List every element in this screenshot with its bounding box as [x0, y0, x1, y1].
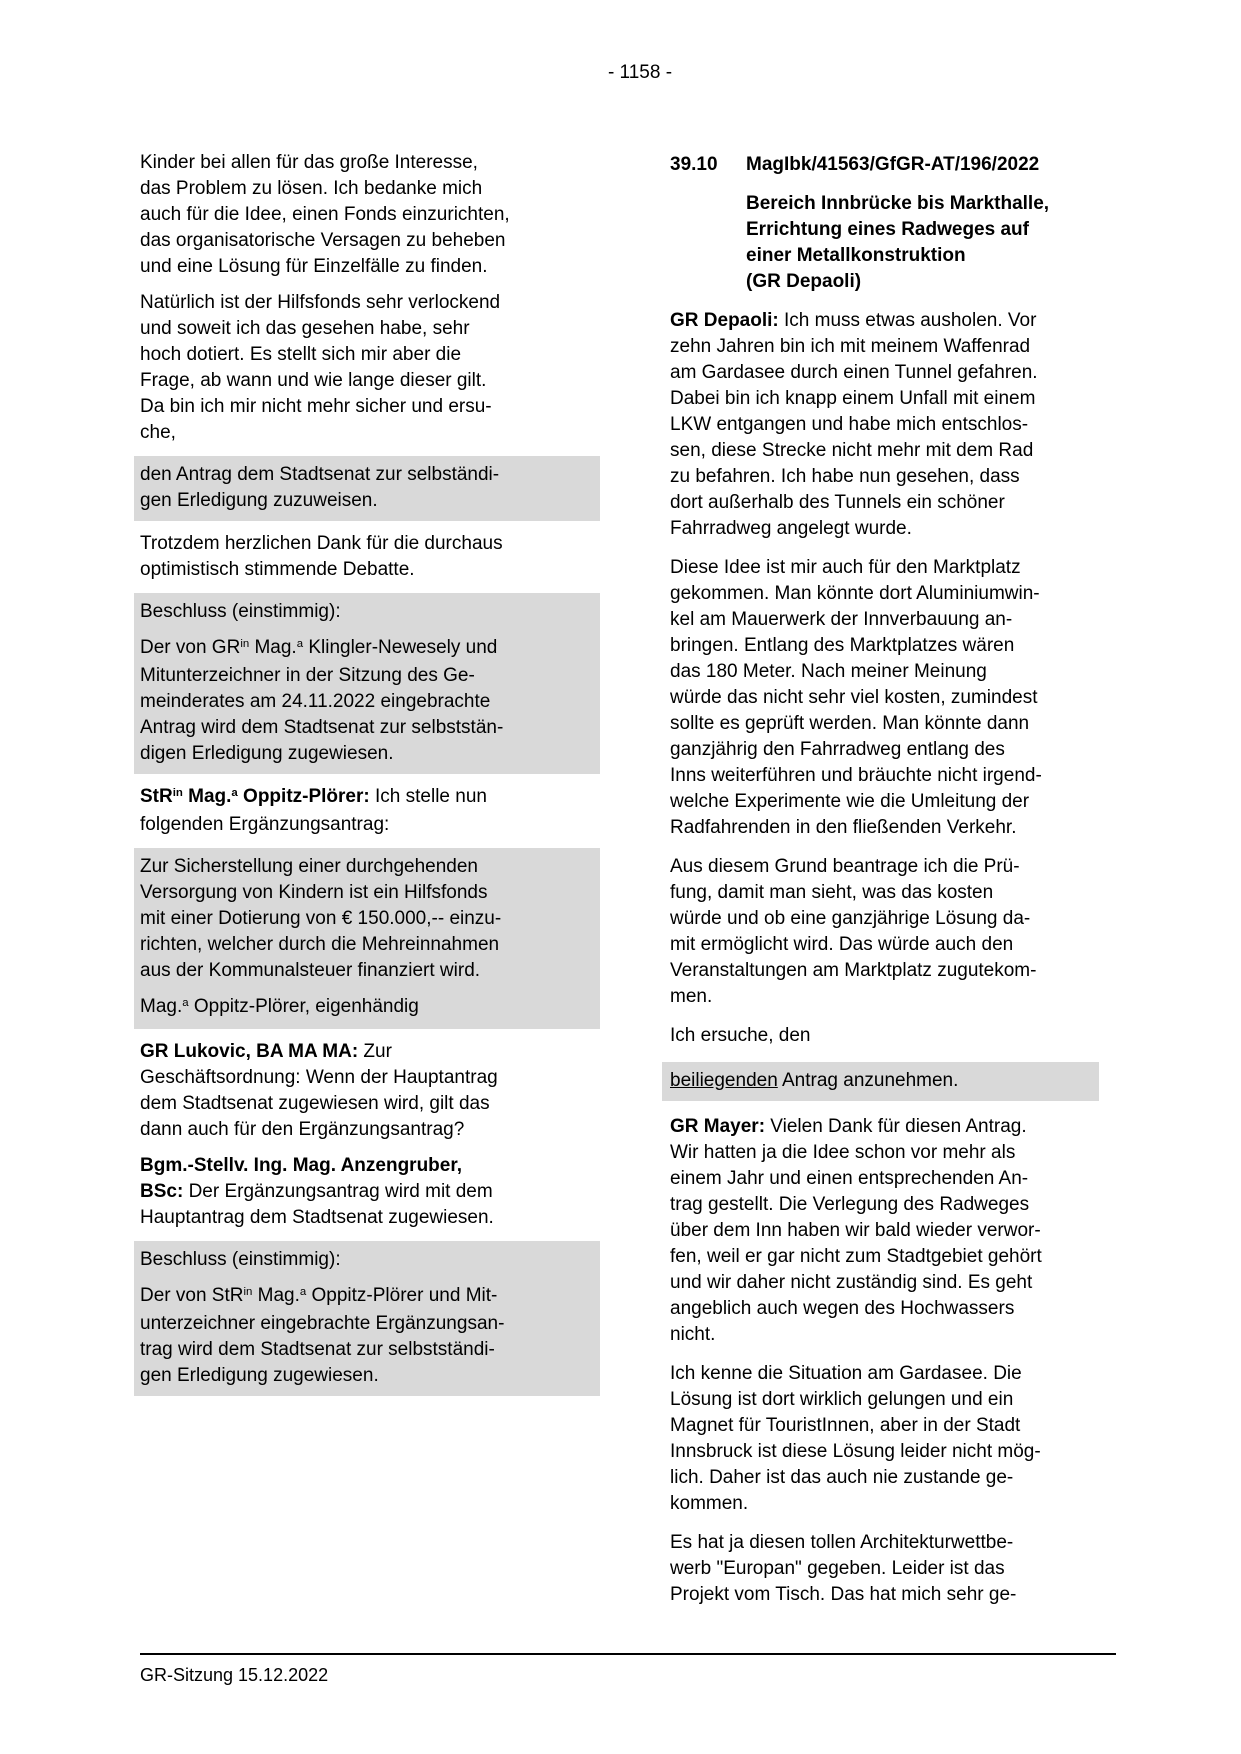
text-segment: Zur Sicherstellung einer durchgehenden	[140, 856, 478, 877]
bold-text: GR Mayer:	[670, 1116, 766, 1137]
text-segment: Fahrradweg angelegt wurde.	[670, 518, 912, 539]
underlined-text: beiliegenden	[670, 1070, 778, 1091]
paragraph	[140, 1283, 592, 1389]
text-segment: mit ermöglicht wird. Das würde auch den	[670, 934, 1014, 955]
text-segment: und soweit ich das gesehen habe, sehr	[140, 318, 470, 339]
right-column	[670, 152, 1116, 1621]
text-segment: trag wird dem Stadtsenat zur selbstständi-	[140, 1339, 495, 1360]
paragraph	[140, 1039, 600, 1143]
text-segment: Veranstaltungen am Marktplatz zugutekom-	[670, 960, 1037, 981]
text-segment: würde das nicht sehr viel kosten, zumindest	[670, 687, 1038, 708]
bold-text: GR Depaoli:	[670, 310, 779, 331]
text-segment: dort außerhalb des Tunnels ein schöner	[670, 492, 1005, 513]
superscript-text: in	[240, 638, 250, 651]
text-segment: Dabei bin ich knapp einem Unfall mit einem	[670, 388, 1036, 409]
text-segment: Versorgung von Kindern ist ein Hilfsfonds	[140, 882, 488, 903]
text-segment: Klingler-Newesely und	[303, 637, 498, 658]
page-number: - 1158 -	[607, 62, 673, 83]
text-segment: lich. Daher ist das auch nie zustande ge-	[670, 1467, 1014, 1488]
text-segment: unterzeichner eingebrachte Ergänzungsan-	[140, 1313, 505, 1334]
text-segment: Zur	[358, 1041, 392, 1062]
text-segment: fen, weil er gar nicht zum Stadtgebiet gehört	[670, 1246, 1042, 1267]
text-segment: Natürlich ist der Hilfsfonds sehr verlockend	[140, 292, 501, 313]
paragraph-block	[670, 1023, 1116, 1049]
paragraph	[140, 150, 600, 280]
text-segment: kommen.	[670, 1493, 749, 1514]
paragraph	[140, 531, 600, 583]
text-segment: dann auch für den Ergänzungsantrag?	[140, 1119, 465, 1140]
bold-text: Bgm.-Stellv. Ing. Mag. Anzengruber,	[140, 1155, 462, 1176]
paragraph-block	[140, 1039, 600, 1143]
text-segment: und wir daher nicht zuständig sind. Es geht	[670, 1272, 1033, 1293]
text-segment: Da bin ich mir nicht mehr sicher und ersu-	[140, 396, 492, 417]
paragraph-block	[670, 1114, 1116, 1348]
text-segment: zehn Jahren bin ich mit meinem Waffenrad	[670, 336, 1031, 357]
text-segment: Geschäftsordnung: Wenn der Hauptantrag	[140, 1067, 498, 1088]
bold-text: StR	[140, 786, 173, 807]
agenda-item-number: 39.10	[670, 154, 718, 175]
text-segment: men.	[670, 986, 713, 1007]
paragraph	[670, 854, 1116, 1010]
paragraph	[140, 599, 592, 625]
text-segment: Magnet für TouristInnen, aber in der Stadt	[670, 1415, 1021, 1436]
text-segment: Ich stelle nun	[369, 786, 487, 807]
text-segment: nicht.	[670, 1324, 716, 1345]
text-segment: Oppitz-Plörer und Mit-	[306, 1285, 498, 1306]
superscript-text: in	[243, 1286, 253, 1299]
paragraph	[670, 1068, 1091, 1094]
paragraph-block	[670, 555, 1116, 841]
text-segment: Hauptantrag dem Stadtsenat zugewiesen.	[140, 1207, 494, 1228]
superscript-text: a	[299, 1286, 307, 1299]
text-segment: Projekt vom Tisch. Das hat mich sehr ge-	[670, 1584, 1017, 1605]
text-segment: Wir hatten ja die Idee schon vor mehr als	[670, 1142, 1016, 1163]
paragraph-block	[670, 308, 1116, 542]
text-segment: werb "Europan" gegeben. Leider ist das	[670, 1558, 1005, 1579]
text-segment: mit einer Dotierung von € 150.000,-- einzu-	[140, 908, 502, 929]
paragraph-block	[140, 150, 600, 280]
text-segment: das 180 Meter. Nach meiner Meinung	[670, 661, 987, 682]
text-segment: über dem Inn haben wir bald wieder verwor-	[670, 1220, 1041, 1241]
text-segment: gekommen. Man könnte dort Aluminiumwin-	[670, 583, 1040, 604]
text-segment: Mag.	[252, 1285, 300, 1306]
footer-text: GR-Sitzung 15.12.2022	[140, 1665, 329, 1685]
paragraph	[670, 1530, 1116, 1608]
paragraph-block	[140, 290, 600, 446]
text-segment: das organisatorische Versagen zu beheben	[140, 230, 506, 251]
page-footer	[140, 1653, 1116, 1687]
highlighted-block	[134, 593, 600, 774]
text-segment: fung, damit man sieht, was das kosten	[670, 882, 994, 903]
highlighted-block	[662, 1062, 1099, 1101]
text-segment: gen Erledigung zugewiesen.	[140, 1365, 379, 1386]
text-segment: optimistisch stimmende Debatte.	[140, 559, 415, 580]
paragraph	[140, 1153, 600, 1231]
text-segment: dem Stadtsenat zugewiesen wird, gilt das	[140, 1093, 490, 1114]
text-segment: Inns weiterführen und bräuchte nicht irgend-	[670, 765, 1042, 786]
text-segment: Antrag anzunehmen.	[777, 1070, 959, 1091]
text-segment: Ich ersuche, den	[670, 1025, 811, 1046]
text-segment: angeblich auch wegen des Hochwassers	[670, 1298, 1015, 1319]
bold-text: GR Lukovic, BA MA MA:	[140, 1041, 359, 1062]
right-column-blocks	[670, 308, 1116, 1608]
text-segment: aus der Kommunalsteuer finanziert wird.	[140, 960, 481, 981]
superscript-text: a	[296, 638, 304, 651]
text-segment: bringen. Entlang des Marktplatzes wären	[670, 635, 1015, 656]
highlighted-block	[134, 456, 600, 521]
text-segment: Ich kenne die Situation am Gardasee. Die	[670, 1363, 1022, 1384]
text-segment: Radfahrenden in den fließenden Verkehr.	[670, 817, 1017, 838]
paragraph-block	[670, 1530, 1116, 1608]
text-segment: sen, diese Strecke nicht mehr mit dem Rad	[670, 440, 1034, 461]
paragraph	[140, 462, 592, 514]
text-segment: kel am Mauerwerk der Innverbauung an-	[670, 609, 1013, 630]
text-segment: Mitunterzeichner in der Sitzung des Ge-	[140, 665, 475, 686]
text-segment: das Problem zu lösen. Ich bedanke mich	[140, 178, 483, 199]
text-segment: Vielen Dank für diesen Antrag.	[765, 1116, 1027, 1137]
paragraph	[140, 635, 592, 767]
text-segment: Trotzdem herzlichen Dank für die durchaus	[140, 533, 503, 554]
paragraph	[670, 1114, 1116, 1348]
text-segment: den Antrag dem Stadtsenat zur selbständi-	[140, 464, 500, 485]
paragraph	[140, 290, 600, 446]
text-segment: trag gestellt. Die Verlegung des Radweges	[670, 1194, 1030, 1215]
superscript-text: a	[182, 997, 189, 1010]
agenda-item-reference: MagIbk/41563/GfGR-AT/196/2022	[746, 154, 1040, 175]
paragraph	[140, 994, 592, 1022]
bold-text: BSc:	[140, 1181, 184, 1202]
highlighted-block	[134, 848, 600, 1029]
paragraph	[140, 1247, 592, 1273]
text-segment: Der Ergänzungsantrag wird mit dem	[183, 1181, 493, 1202]
paragraph-block	[140, 784, 600, 838]
agenda-item-heading	[670, 152, 1116, 178]
text-segment: Beschluss (einstimmig):	[140, 1249, 341, 1270]
text-segment: Innsbruck ist diese Lösung leider nicht mög-	[670, 1441, 1041, 1462]
paragraph-block	[670, 854, 1116, 1010]
text-segment: richten, welcher durch die Mehreinnahmen	[140, 934, 500, 955]
text-segment: Frage, ab wann und wie lange dieser gilt.	[140, 370, 487, 391]
text-segment: hoch dotiert. Es stellt sich mir aber die	[140, 344, 462, 365]
text-segment: Lösung ist dort wirklich gelungen und ein	[670, 1389, 1014, 1410]
paragraph	[140, 784, 600, 838]
bold-text: Oppitz-Plörer:	[237, 786, 370, 807]
superscript-text: a	[231, 787, 238, 800]
text-segment: Mag.	[249, 637, 297, 658]
text-segment: Kinder bei allen für das große Interesse,	[140, 152, 478, 173]
paragraph	[670, 1361, 1116, 1517]
text-segment: einem Jahr und einen entsprechenden An-	[670, 1168, 1029, 1189]
text-segment: Aus diesem Grund beantrage ich die Prü-	[670, 856, 1020, 877]
paragraph	[140, 854, 592, 984]
text-segment: würde und ob eine ganzjährige Lösung da-	[670, 908, 1031, 929]
text-segment: folgenden Ergänzungsantrag:	[140, 814, 390, 835]
text-segment: Beschluss (einstimmig):	[140, 601, 341, 622]
text-segment: zu befahren. Ich habe nun gesehen, dass	[670, 466, 1020, 487]
paragraph-block	[140, 531, 600, 583]
left-column	[140, 150, 600, 1406]
text-segment: und eine Lösung für Einzelfälle zu finden.	[140, 256, 488, 277]
text-segment: Mag.	[140, 996, 183, 1017]
text-segment: am Gardasee durch einen Tunnel gefahren.	[670, 362, 1038, 383]
text-segment: Diese Idee ist mir auch für den Marktplatz	[670, 557, 1021, 578]
text-segment: Antrag wird dem Stadtsenat zur selbststän-	[140, 717, 504, 738]
paragraph	[670, 1023, 1116, 1049]
text-segment: auch für die Idee, einen Fonds einzurichten,	[140, 204, 510, 225]
text-segment: welche Experimente wie die Umleitung der	[670, 791, 1030, 812]
text-segment: Der von StR	[140, 1285, 244, 1306]
text-segment: che,	[140, 422, 176, 443]
paragraph	[670, 555, 1116, 841]
text-segment: Es hat ja diesen tollen Architekturwettbe-	[670, 1532, 1014, 1553]
text-segment: ganzjährig den Fahrradweg entlang des	[670, 739, 1005, 760]
text-segment: digen Erledigung zugewiesen.	[140, 743, 394, 764]
text-segment: LKW entgangen und habe mich entschlos-	[670, 414, 1029, 435]
bold-text: Mag.	[182, 786, 232, 807]
paragraph-block	[670, 1361, 1116, 1517]
paragraph	[670, 308, 1116, 542]
text-segment: Oppitz-Plörer, eigenhändig	[188, 996, 419, 1017]
text-segment: Ich muss etwas ausholen. Vor	[778, 310, 1037, 331]
highlighted-block	[134, 1241, 600, 1396]
superscript-text: in	[172, 787, 183, 800]
agenda-item-title: Bereich Innbrücke bis Markthalle, Errichtung eines Radweges auf einer Metallkonstruktion (GR Depaoli)	[746, 193, 1050, 292]
text-segment: Der von GR	[140, 637, 241, 658]
text-segment: meinderates am 24.11.2022 eingebrachte	[140, 691, 491, 712]
text-segment: gen Erledigung zuzuweisen.	[140, 490, 378, 511]
paragraph-block	[140, 1153, 600, 1231]
text-segment: sollte es geprüft werden. Man könnte dann	[670, 713, 1030, 734]
